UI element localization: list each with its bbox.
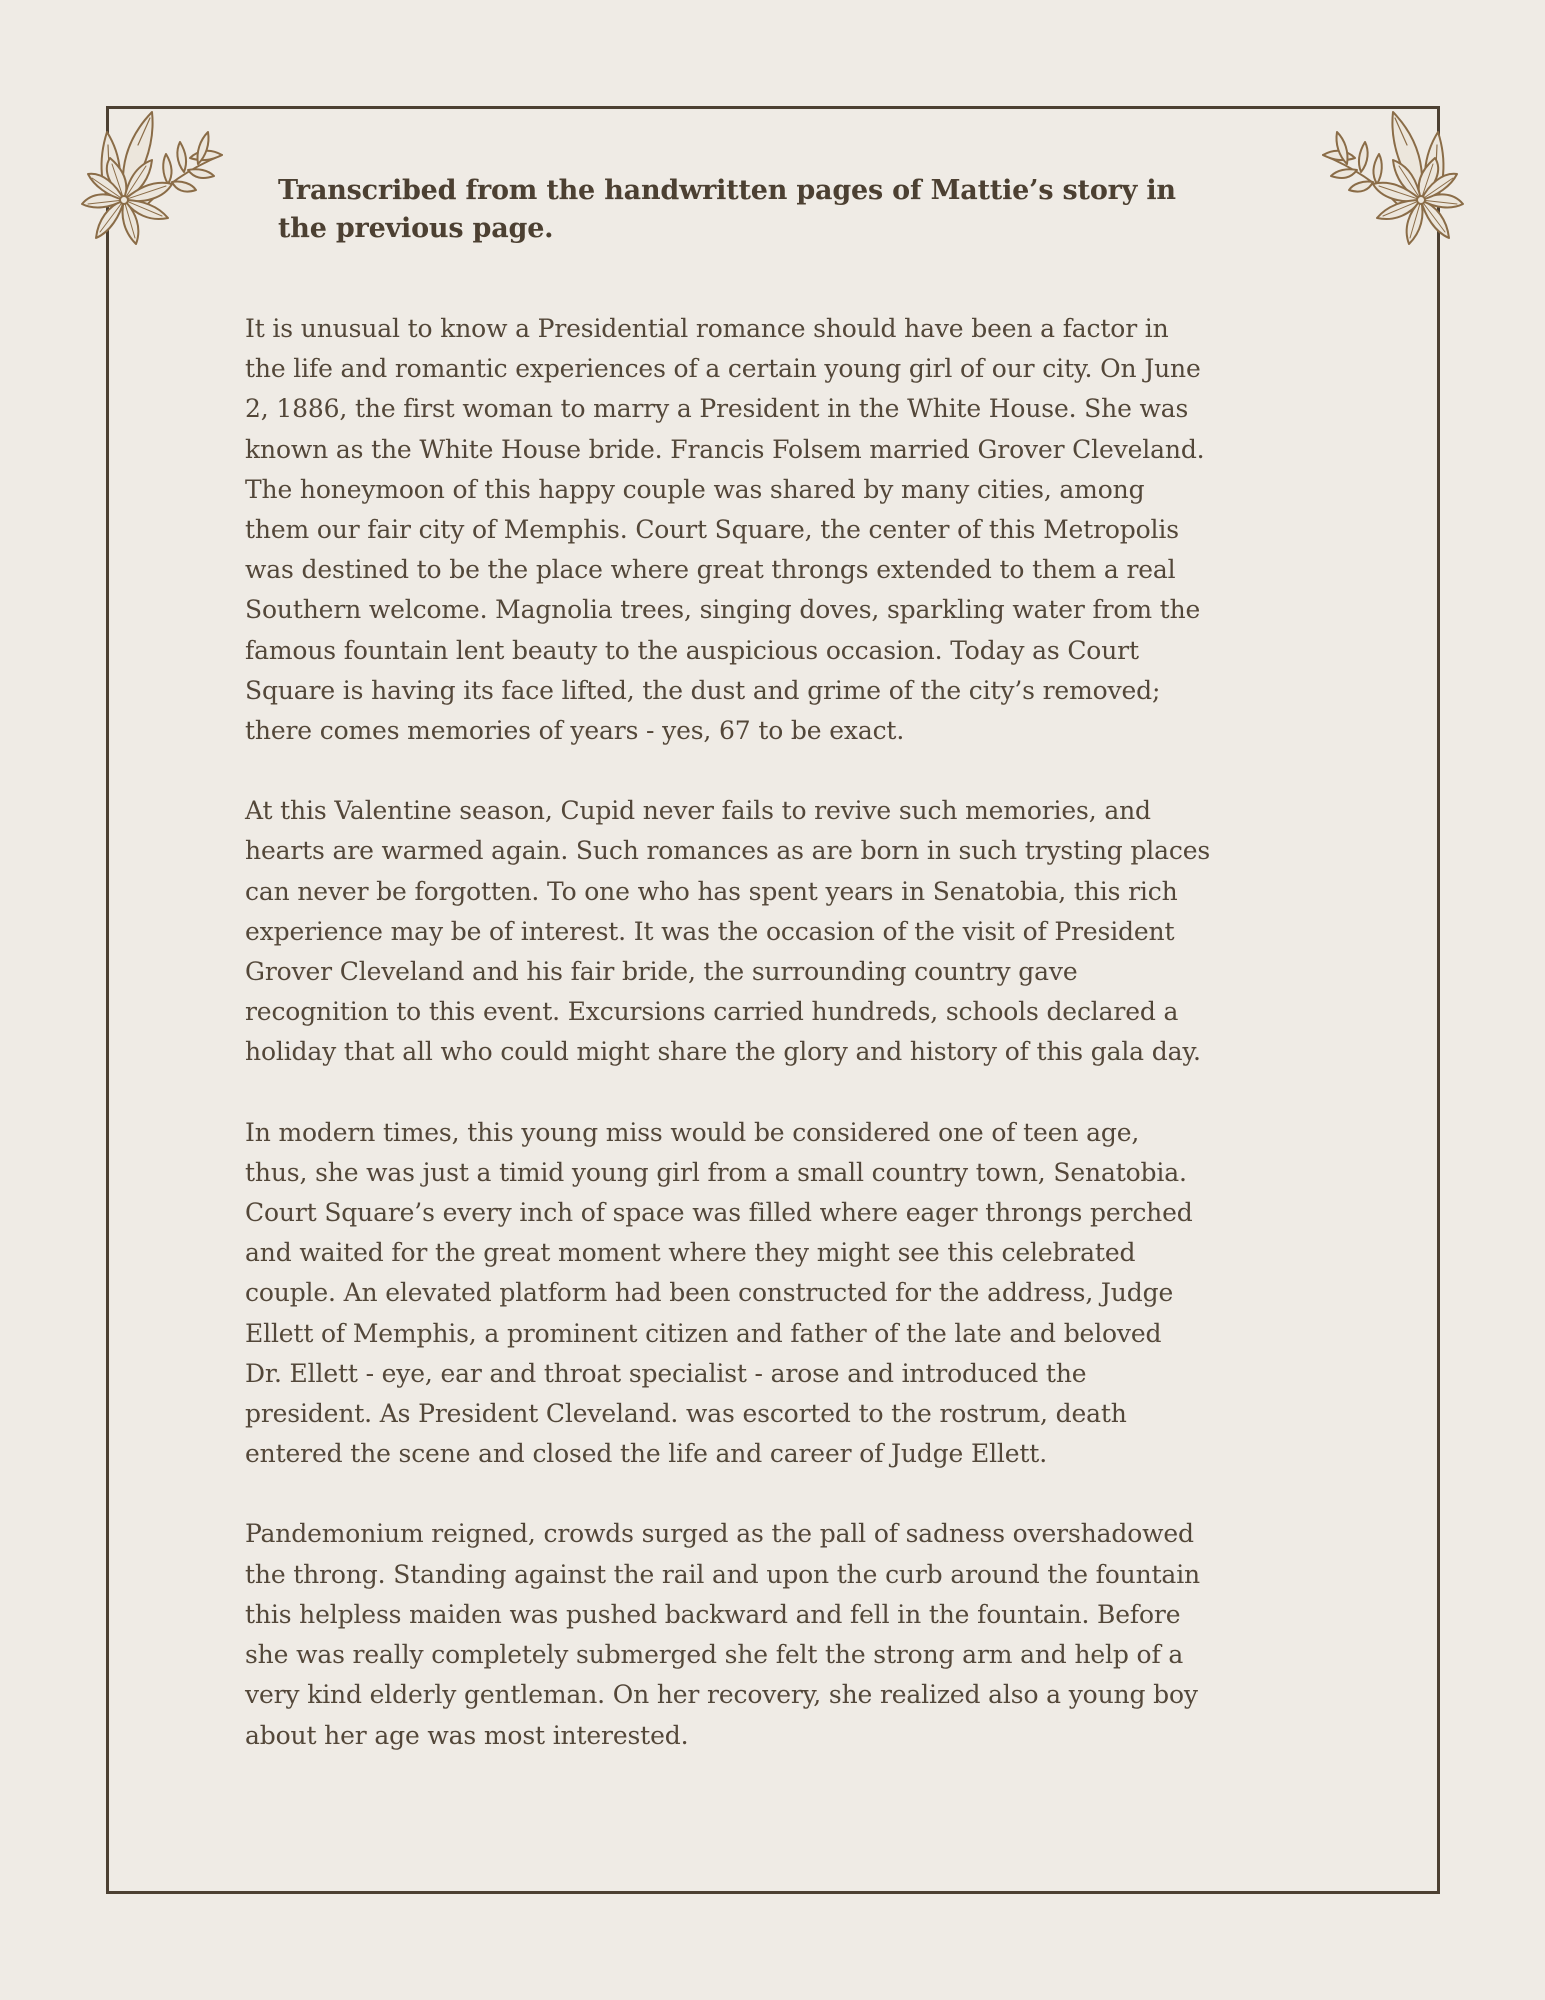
text-line: the life and romantic experiences of a certain young girl of our city. On June [245, 354, 1201, 384]
text-line: Dr. Ellett - eye, ear and throat specialist - arose and introduced the [245, 1358, 1087, 1388]
paragraph-3 [245, 1113, 1325, 1475]
paragraph-2 [245, 791, 1325, 1072]
text-line: Southern welcome. Magnolia trees, singing doves, sparkling water from the [245, 595, 1201, 625]
floral-corner-ornament-icon [1315, 100, 1465, 260]
text-line: The honeymoon of this happy couple was shared by many cities, among [245, 474, 1145, 504]
text-line: known as the White House bride. Francis Folsem married Grover Cleveland. [245, 434, 1205, 464]
paragraph-4 [245, 1514, 1325, 1755]
heading-line: the previous page. [278, 213, 554, 244]
text-line: couple. An elevated platform had been constructed for the address, Judge [245, 1278, 1174, 1308]
heading-line: Transcribed from the handwritten pages of Mattie’s story in [278, 175, 1176, 206]
text-line: she was really completely submerged she felt the strong arm and help of a [245, 1640, 1184, 1670]
text-line: experience may be of interest. It was the occasion of the visit of President [245, 916, 1175, 946]
text-line: entered the scene and closed the life and career of Judge Ellett. [245, 1439, 1047, 1469]
text-line: about her age was most interested. [245, 1720, 689, 1750]
text-line: can never be forgotten. To one who has spent years in Senatobia, this rich [245, 876, 1178, 906]
text-line: thus, she was just a timid young girl from a small country town, Senatobia. [245, 1157, 1187, 1187]
text-line: It is unusual to know a Presidential romance should have been a factor in [245, 314, 1169, 343]
text-line: recognition to this event. Excursions carried hundreds, schools declared a [245, 997, 1179, 1027]
text-line: this helpless maiden was pushed backward and fell in the fountain. Before [245, 1599, 1181, 1629]
text-line: and waited for the great moment where they might see this celebrated [245, 1238, 1136, 1268]
text-line: hearts are warmed again. Such romances as are born in such trysting places [245, 836, 1211, 866]
text-line: Grover Cleveland and his fair bride, the surrounding country gave [245, 957, 1078, 987]
text-line: Square is having its face lifted, the dust and grime of the city’s removed; [245, 675, 1161, 705]
floral-corner-ornament-icon [80, 100, 230, 260]
text-line: Court Square’s every inch of space was filled where eager throngs perched [245, 1198, 1193, 1228]
text-line: very kind elderly gentleman. On her recovery, she realized also a young boy [245, 1680, 1198, 1710]
text-line: famous fountain lent beauty to the auspicious occasion. Today as Court [245, 635, 1139, 665]
text-line: them our fair city of Memphis. Court Square, the center of this Metropolis [245, 515, 1179, 545]
text-line: there comes memories of years - yes, 67 to be exact. [245, 716, 905, 746]
paragraph-1 [245, 309, 1325, 751]
transcription-heading [278, 172, 1258, 248]
text-line: was destined to be the place where great throngs extended to them a real [245, 555, 1176, 585]
text-line: holiday that all who could might share the glory and history of this gala day. [245, 1037, 1201, 1067]
text-line: At this Valentine season, Cupid never fails to revive such memories, and [245, 796, 1151, 826]
text-line: In modern times, this young miss would be considered one of teen age, [245, 1117, 1140, 1147]
story-body [245, 309, 1325, 1796]
text-line: Pandemonium reigned, crowds surged as the pall of sadness overshadowed [245, 1519, 1194, 1549]
text-line: Ellett of Memphis, a prominent citizen and father of the late and beloved [245, 1318, 1162, 1348]
text-line: 2, 1886, the first woman to marry a President in the White House. She was [245, 394, 1189, 424]
text-line: president. As President Cleveland. was escorted to the rostrum, death [245, 1399, 1127, 1429]
text-line: the throng. Standing against the rail and upon the curb around the fountain [245, 1559, 1200, 1589]
